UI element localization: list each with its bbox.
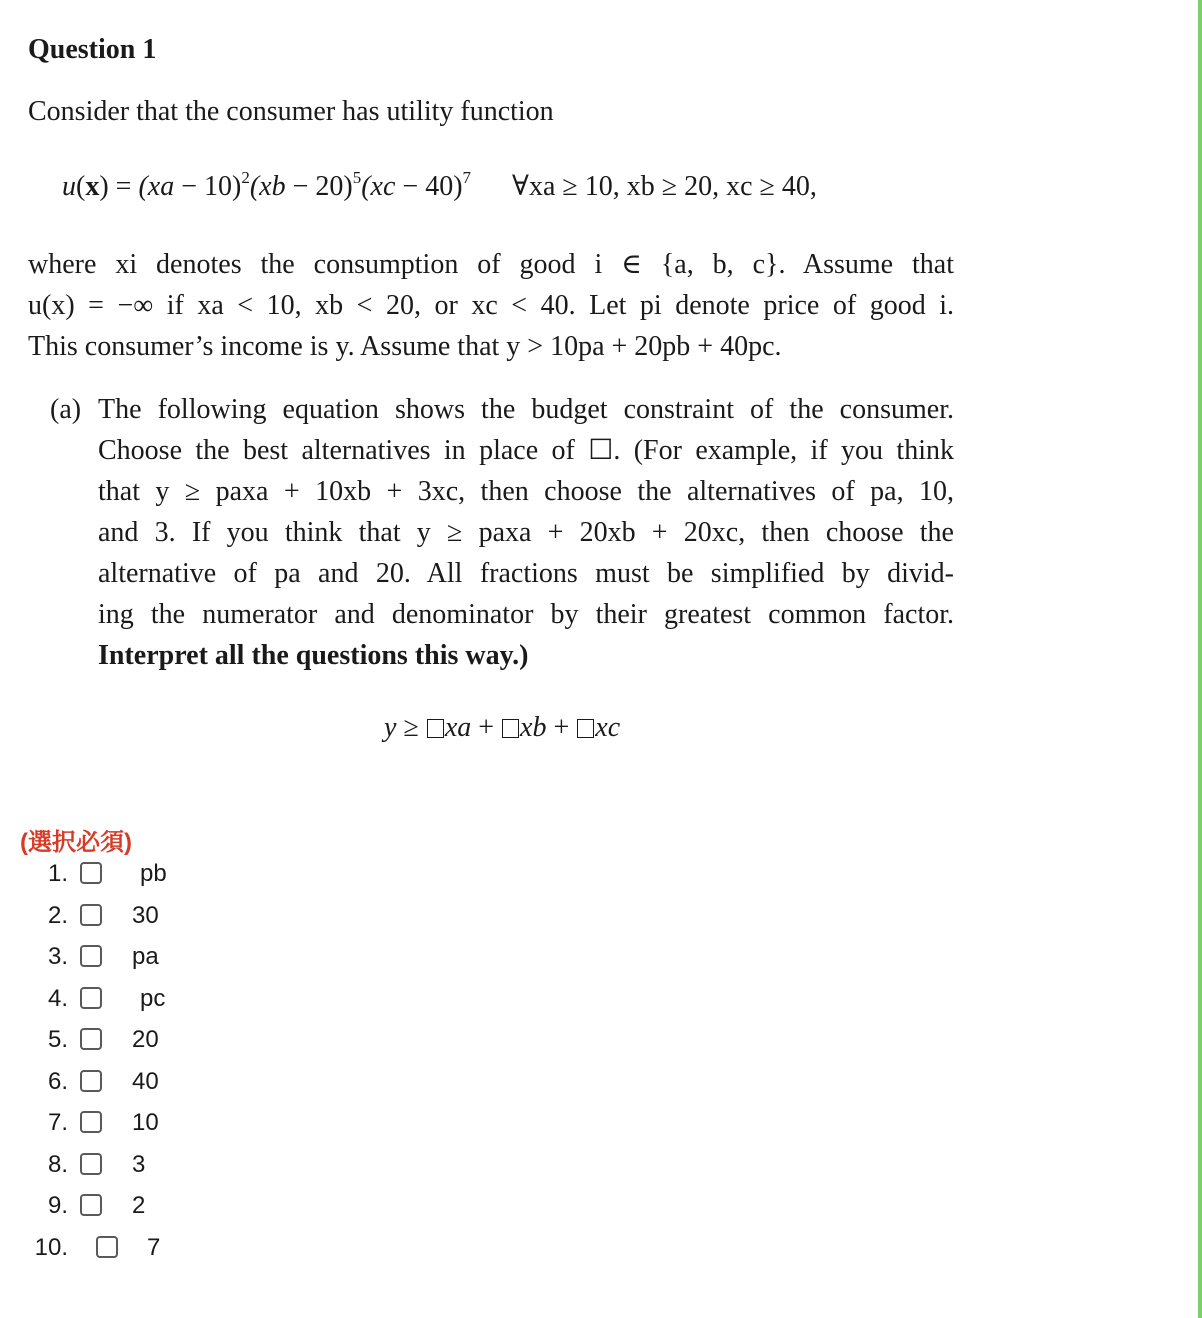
exponent-b: 5 xyxy=(352,168,362,187)
paragraph-line: This consumer’s income is y. Assume that y > 10pa + 20pb + 40pc. xyxy=(28,331,782,362)
blank-box-icon xyxy=(427,719,444,738)
exponent-a: 2 xyxy=(241,168,250,187)
utility-term-a: (xa − 10) xyxy=(138,171,242,202)
option-value: 2 xyxy=(132,1192,146,1219)
answer-option xyxy=(0,981,300,1013)
answer-option xyxy=(0,1188,300,1220)
option-number: 4. xyxy=(47,984,68,1012)
option-number: 8. xyxy=(47,1150,68,1178)
budget-xc: xc xyxy=(595,712,621,743)
option-checkbox[interactable] xyxy=(80,987,102,1009)
answer-option xyxy=(0,1105,300,1137)
part-a-line: that y ≥ paxa + 10xb + 3xc, then choose the alternatives of pa, 10, xyxy=(98,476,954,507)
option-value: 40 xyxy=(132,1067,159,1095)
answer-option xyxy=(0,939,300,971)
option-number: 5. xyxy=(47,1026,68,1053)
question-paragraph xyxy=(28,244,954,367)
budget-xb: xb xyxy=(520,712,547,743)
answer-option xyxy=(0,1022,300,1054)
paragraph-line: where xi denotes the consumption of good i ∈ {a, b, c}. Assume that xyxy=(28,249,954,280)
part-a-line: alternative of pa and 20. All fractions must be simplified by divid- xyxy=(98,558,954,589)
utility-term-b: (xb − 20) xyxy=(249,171,353,202)
option-number: 2. xyxy=(47,901,68,929)
option-checkbox[interactable] xyxy=(80,1153,102,1175)
option-checkbox[interactable] xyxy=(96,1236,118,1258)
option-number: 6. xyxy=(47,1067,68,1095)
option-checkbox[interactable] xyxy=(80,904,102,926)
option-value: 20 xyxy=(132,1026,159,1053)
part-a-body xyxy=(98,389,954,676)
question-title: Question 1 xyxy=(28,34,157,65)
part-a-line: Choose the best alternatives in place of ☐. (For example, if you think xyxy=(98,435,954,466)
blank-box-icon xyxy=(577,719,594,738)
answer-option xyxy=(0,1147,300,1179)
page-edge-bar xyxy=(1198,0,1202,1318)
part-a-line: Interpret all the questions this way.) xyxy=(98,640,529,671)
budget-xa: xa xyxy=(444,712,472,743)
option-checkbox[interactable] xyxy=(80,862,102,884)
option-value: 3 xyxy=(132,1150,146,1178)
exponent-c: 7 xyxy=(462,168,472,187)
paragraph-line: u(x) = −∞ if xa < 10, xb < 20, or xc < 40. Let pi denote price of good i. xyxy=(28,290,954,321)
option-number: 9. xyxy=(47,1192,68,1219)
option-number: 10. xyxy=(34,1233,68,1261)
question-intro: Consider that the consumer has utility function xyxy=(28,96,554,127)
option-checkbox[interactable] xyxy=(80,1111,102,1133)
option-number: 1. xyxy=(47,860,68,887)
option-value: 30 xyxy=(132,901,159,929)
option-value: 10 xyxy=(132,1109,159,1136)
budget-constraint-equation xyxy=(384,712,620,744)
part-a-line: The following equation shows the budget constraint of the consumer. xyxy=(98,394,954,425)
budget-plus: + xyxy=(546,712,577,743)
question-image xyxy=(0,0,980,790)
budget-geq: ≥ xyxy=(396,712,426,743)
option-value: pa xyxy=(132,943,159,970)
option-number: 7. xyxy=(47,1109,68,1136)
option-checkbox[interactable] xyxy=(80,945,102,967)
answer-option xyxy=(0,1230,300,1262)
part-a-line: and 3. If you think that y ≥ paxa + 20xb + 20xc, then choose the xyxy=(98,517,954,548)
answer-option xyxy=(0,1064,300,1096)
budget-plus: + xyxy=(471,712,502,743)
answer-option xyxy=(0,856,300,888)
utility-term-c: (xc − 40) xyxy=(361,171,463,202)
blank-box-icon xyxy=(502,719,519,738)
part-a-line: ing the numerator and denominator by their greatest common factor. xyxy=(98,599,954,630)
option-value: pb xyxy=(140,860,167,887)
option-checkbox[interactable] xyxy=(80,1194,102,1216)
option-number: 3. xyxy=(47,943,68,970)
answer-option xyxy=(0,898,300,930)
option-value: pc xyxy=(140,984,166,1012)
option-value: 7 xyxy=(147,1233,161,1261)
utility-function xyxy=(62,168,817,203)
utility-lhs: u(x) = xyxy=(62,171,139,202)
option-checkbox[interactable] xyxy=(80,1028,102,1050)
option-checkbox[interactable] xyxy=(80,1070,102,1092)
utility-condition: ∀xa ≥ 10, xb ≥ 20, xc ≥ 40, xyxy=(512,171,817,202)
budget-y: y xyxy=(384,712,397,743)
required-selection-label: (選択必須) xyxy=(20,829,132,856)
part-a-label: (a) xyxy=(50,394,82,425)
